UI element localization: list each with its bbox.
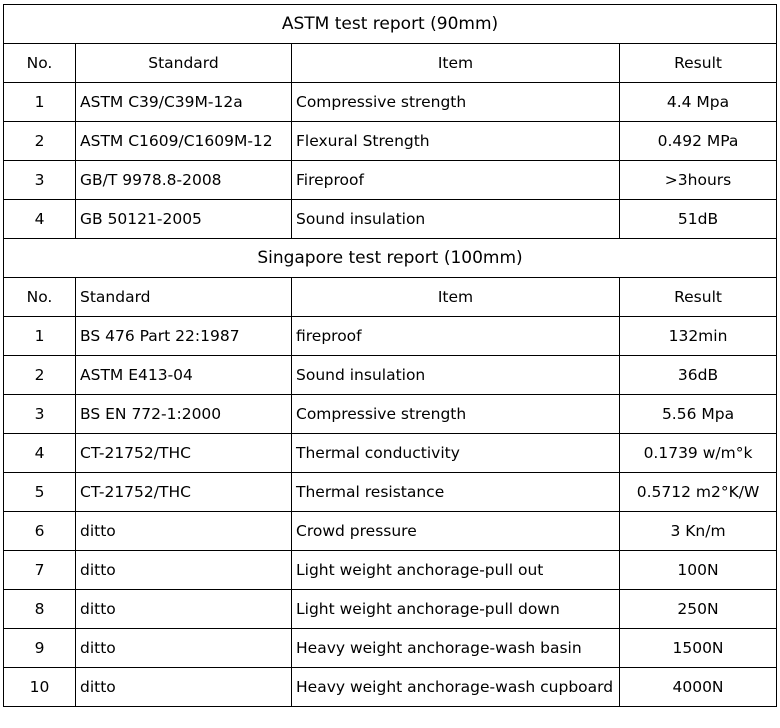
cell-no: 2: [4, 122, 76, 161]
cell-standard: ASTM E413-04: [76, 356, 292, 395]
cell-result: 0.5712 m2°K/W: [620, 473, 777, 512]
cell-result: 4000N: [620, 668, 777, 707]
header-row: [4, 278, 777, 317]
cell-item: Thermal conductivity: [292, 434, 620, 473]
cell-standard: ditto: [76, 512, 292, 551]
cell-no: 3: [4, 395, 76, 434]
header-item: Item: [292, 278, 620, 317]
cell-standard: ditto: [76, 668, 292, 707]
table-row: [4, 551, 777, 590]
cell-result: 4.4 Mpa: [620, 83, 777, 122]
cell-no: 8: [4, 590, 76, 629]
cell-result: 100N: [620, 551, 777, 590]
cell-standard: ASTM C1609/C1609M-12: [76, 122, 292, 161]
table-row: [4, 395, 777, 434]
section-title: Singapore test report (100mm): [4, 239, 777, 278]
cell-item: Heavy weight anchorage-wash basin: [292, 629, 620, 668]
cell-no: 4: [4, 434, 76, 473]
cell-no: 7: [4, 551, 76, 590]
cell-item: Light weight anchorage-pull out: [292, 551, 620, 590]
cell-item: Sound insulation: [292, 200, 620, 239]
cell-standard: ditto: [76, 551, 292, 590]
cell-item: Compressive strength: [292, 83, 620, 122]
cell-standard: BS 476 Part 22:1987: [76, 317, 292, 356]
cell-item: Sound insulation: [292, 356, 620, 395]
cell-result: 132min: [620, 317, 777, 356]
table-row: [4, 161, 777, 200]
cell-no: 2: [4, 356, 76, 395]
cell-item: Compressive strength: [292, 395, 620, 434]
header-standard: Standard: [76, 44, 292, 83]
cell-no: 10: [4, 668, 76, 707]
test-report-table: [3, 4, 777, 707]
header-item: Item: [292, 44, 620, 83]
cell-no: 1: [4, 83, 76, 122]
cell-no: 3: [4, 161, 76, 200]
table-row: [4, 473, 777, 512]
header-row: [4, 44, 777, 83]
table-row: [4, 629, 777, 668]
section-title: ASTM test report (90mm): [4, 5, 777, 44]
cell-no: 1: [4, 317, 76, 356]
cell-result: 0.492 MPa: [620, 122, 777, 161]
report-body: [4, 5, 777, 707]
cell-standard: GB 50121-2005: [76, 200, 292, 239]
section-title-row: [4, 5, 777, 44]
cell-result: 0.1739 w/m°k: [620, 434, 777, 473]
table-row: [4, 317, 777, 356]
cell-no: 9: [4, 629, 76, 668]
cell-standard: ditto: [76, 629, 292, 668]
header-standard: Standard: [76, 278, 292, 317]
header-no: No.: [4, 44, 76, 83]
cell-standard: GB/T 9978.8-2008: [76, 161, 292, 200]
cell-standard: BS EN 772-1:2000: [76, 395, 292, 434]
cell-standard: ditto: [76, 590, 292, 629]
table-row: [4, 590, 777, 629]
table-row: [4, 434, 777, 473]
cell-result: 36dB: [620, 356, 777, 395]
table-row: [4, 356, 777, 395]
cell-item: Thermal resistance: [292, 473, 620, 512]
cell-no: 4: [4, 200, 76, 239]
table-row: [4, 83, 777, 122]
cell-standard: CT-21752/THC: [76, 434, 292, 473]
cell-item: Crowd pressure: [292, 512, 620, 551]
header-result: Result: [620, 278, 777, 317]
cell-result: 51dB: [620, 200, 777, 239]
cell-item: Fireproof: [292, 161, 620, 200]
cell-no: 6: [4, 512, 76, 551]
table-row: [4, 122, 777, 161]
cell-result: 1500N: [620, 629, 777, 668]
cell-item: fireproof: [292, 317, 620, 356]
cell-result: >3hours: [620, 161, 777, 200]
cell-result: 250N: [620, 590, 777, 629]
cell-no: 5: [4, 473, 76, 512]
section-title-row: [4, 239, 777, 278]
cell-standard: CT-21752/THC: [76, 473, 292, 512]
cell-item: Light weight anchorage-pull down: [292, 590, 620, 629]
header-no: No.: [4, 278, 76, 317]
cell-item: Flexural Strength: [292, 122, 620, 161]
cell-standard: ASTM C39/C39M-12a: [76, 83, 292, 122]
table-row: [4, 668, 777, 707]
cell-result: 3 Kn/m: [620, 512, 777, 551]
table-row: [4, 512, 777, 551]
header-result: Result: [620, 44, 777, 83]
cell-item: Heavy weight anchorage-wash cupboard: [292, 668, 620, 707]
cell-result: 5.56 Mpa: [620, 395, 777, 434]
table-row: [4, 200, 777, 239]
